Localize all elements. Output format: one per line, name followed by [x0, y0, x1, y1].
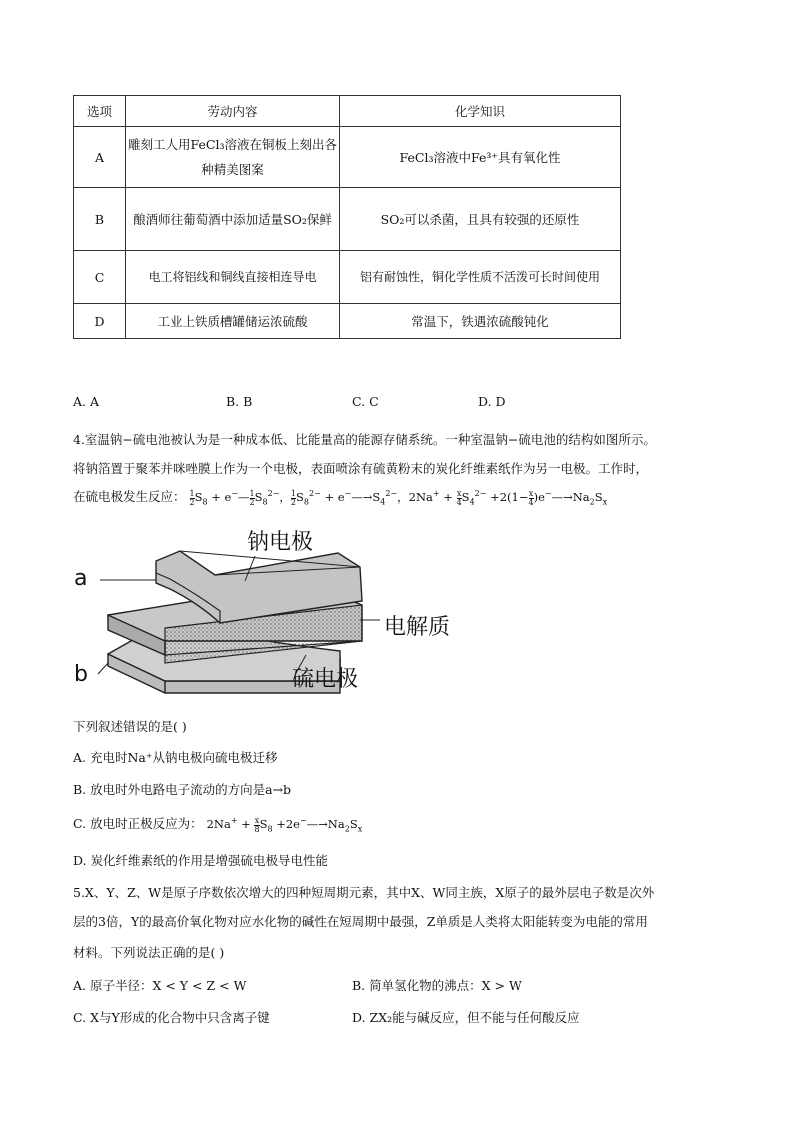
- q5-line2: 层的3倍，Y的最高价氧化物对应水化物的碱性在短周期中最强，Z单质是人类将太阳能转变为电能的常用: [73, 914, 648, 929]
- table-row: [74, 127, 621, 188]
- row-option: A: [74, 127, 126, 188]
- row-content: 雕刻工人用FeCl₃溶液在铜板上刻出各种精美图案: [126, 127, 340, 188]
- label-a: a: [74, 566, 88, 591]
- q4-line1: 4.室温钠−硫电池被认为是一种成本低、比能量高的能源存储系统。一种室温钠−硫电池的结构如图所示。: [73, 432, 656, 447]
- label-electrolyte: 电解质: [384, 615, 451, 640]
- row-option: B: [74, 188, 126, 251]
- q5-line1: 5.X、Y、Z、W是原子序数依次增大的四种短周期元素，其中X、W同主族，X原子的最外层电子数是次外: [73, 885, 655, 900]
- header-option: 选项: [74, 96, 126, 127]
- header-knowledge: 化学知识: [340, 96, 621, 127]
- table-row: [74, 304, 621, 339]
- row-content: 电工将铝线和铜线直接相连导电: [126, 251, 340, 304]
- label-sodium-electrode: 钠电极: [247, 530, 314, 555]
- row-knowledge: FeCl₃溶液中Fe³⁺具有氧化性: [340, 127, 621, 188]
- answer-c: C. C: [352, 394, 379, 409]
- q5-line3: 材料。下列说法正确的是( ): [73, 945, 225, 960]
- q5-option-d: D. ZX₂能与碱反应，但不能与任何酸反应: [352, 1010, 580, 1025]
- q4-question: 下列叙述错误的是( ): [73, 719, 187, 734]
- q4-line2: 将钠箔置于聚苯并咪唑膜上作为一个电极，表面喷涂有硫黄粉末的炭化纤维素纸作为另一电极。工作时，: [73, 461, 649, 476]
- header-content: 劳动内容: [126, 96, 340, 127]
- row-knowledge: 常温下，铁遇浓硫酸钝化: [340, 304, 621, 339]
- row-knowledge: 铝有耐蚀性，铜化学性质不活泼可长时间使用: [340, 251, 621, 304]
- row-option: D: [74, 304, 126, 339]
- q4-line3-prefix: 在硫电极发生反应：: [73, 489, 186, 504]
- q4-line3: [73, 487, 607, 507]
- q4-option-c-prefix: C. 放电时正极反应为：: [73, 816, 203, 831]
- row-content: 酿酒师往葡萄酒中添加适量SO₂保鲜: [126, 188, 340, 251]
- answer-a: A. A: [73, 394, 100, 409]
- q4-option-c-equation: 2Na+ + $\frac{x}{8}$ $S_8$ $+2e^-—\to Na_2S_x$: [206, 815, 363, 834]
- q4-equations: $\frac{1}{2}$ $S_8$ + e−— $\frac{1}{2}$ $S_8^{2-}$， $\frac{1}{2}$ $S_8^{2-}$ + $e^-—\to S_4^{2-}$，2Na+ + $\frac{x}{4}$ $S_4^{2-} +2(1-$ $\frac{x}{4}$ )$e^-—\to Na_2S_x$: [189, 488, 608, 507]
- q5-option-b: B. 简单氢化物的沸点：X > W: [352, 978, 522, 993]
- table-row: [74, 188, 621, 251]
- row-knowledge: SO₂可以杀菌，且具有较强的还原性: [340, 188, 621, 251]
- q4-option-d: D. 炭化纤维素纸的作用是增强硫电极导电性能: [73, 853, 329, 868]
- q4-option-a: A. 充电时Na⁺从钠电极向硫电极迁移: [73, 750, 278, 765]
- q4-option-c: [73, 814, 362, 834]
- answer-b: B. B: [226, 394, 253, 409]
- label-sulfur-electrode: 硫电极: [292, 667, 359, 692]
- table-row: [74, 251, 621, 304]
- label-b: b: [74, 662, 88, 687]
- q4-option-b: B. 放电时外电路电子流动的方向是a→b: [73, 782, 292, 797]
- q5-option-c: C. X与Y形成的化合物中只含离子键: [73, 1010, 270, 1025]
- options-table: [73, 95, 621, 339]
- row-content: 工业上铁质槽罐储运浓硫酸: [126, 304, 340, 339]
- q5-option-a: A. 原子半径：X < Y < Z < W: [73, 978, 247, 993]
- row-option: C: [74, 251, 126, 304]
- answer-d: D. D: [478, 394, 506, 409]
